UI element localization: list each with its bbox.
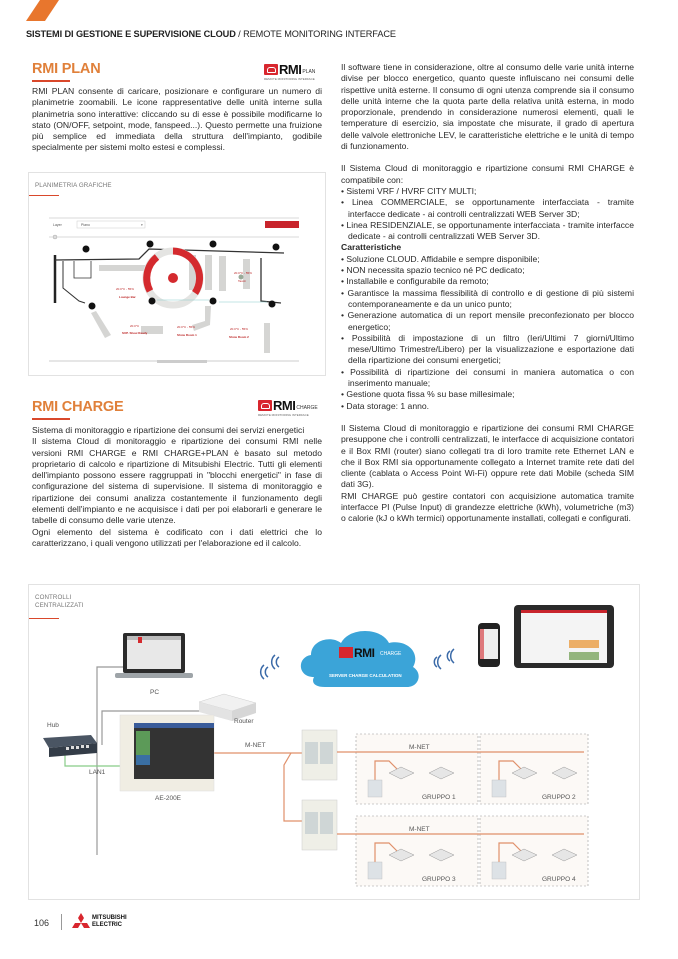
- logo-suffix: CHARGE: [296, 405, 318, 411]
- smartphone: [478, 623, 500, 667]
- svg-text:20.0°C - 55%: 20.0°C - 55%: [116, 287, 134, 291]
- group-label: GRUPPO 2: [542, 794, 576, 801]
- compat-item: • Linea RESIDENZIALE, se opportunamente interfacciata - tramite interfacce dedicate - ai controlli centralizzati WEB Server 3D.: [341, 220, 634, 243]
- floorplan-image: [29, 173, 325, 375]
- right-column: [341, 62, 634, 525]
- features-title: Caratteristiche: [341, 242, 402, 253]
- feature-item: • Gestione quota fissa % su base millesimale;: [341, 389, 634, 400]
- cloud-brand: RMI: [354, 646, 375, 660]
- compat-item: • Sistemi VRF / HVRF CITY MULTI;: [341, 186, 634, 197]
- page-number: 106: [34, 918, 50, 928]
- logo-brand: RMI: [279, 62, 302, 77]
- compat-list: [341, 186, 634, 242]
- hub-label: Hub: [47, 722, 59, 729]
- header-title-rest: / REMOTE MONITORING INTERFACE: [235, 29, 396, 39]
- svg-text:Show Room 1: Show Room 1: [177, 333, 197, 337]
- tablet: [514, 605, 614, 668]
- rmi-charge-logo: [258, 398, 318, 417]
- rmi-charge-paragraph: Ogni elemento del sistema è codificato con i dati elettrici che lo caratterizzano, i quali vengono utilizzati per l'elaborazione ed il calcolo.: [32, 526, 322, 548]
- feature-item: • Possibilità di impostazione di un filtro (Ieri/Ultimi 7 giorni/Ultimo mese/Ultimo Trimestre/Libero) per la visualizzazione e esportazione dati della ripartizione dei consumi energetici;: [341, 333, 634, 367]
- svg-text:Piano: Piano: [81, 223, 90, 227]
- brand-line: MITSUBISHI: [92, 915, 127, 921]
- mnet-group-bottom-label: M-NET: [409, 826, 430, 833]
- logo-suffix: PLAN: [302, 69, 316, 75]
- hub-device: [43, 735, 97, 757]
- mitsubishi-logo-icon: [71, 913, 91, 936]
- brand-line: ELECTRIC: [92, 921, 122, 928]
- group-label: GRUPPO 1: [422, 794, 456, 801]
- ae-200e-controller: [120, 715, 214, 791]
- group-label: GRUPPO 4: [542, 876, 576, 883]
- floorplan-panel: [28, 172, 326, 376]
- rmi-plan-body: RMI PLAN consente di caricare, posizionare e configurare un numero di planimetrie zoomabili. Le icone rappresentative delle unità interne sulla planimetria sono interattive: cliccando su di esse è possibile modificarne lo stato (ON/OFF, setpoint, mode, fanspeed...). Questo permette una fruizione più semplice ed immediata della struttura dell'impianto, godibile specialmente per sistemi molto estesi e complessi.: [32, 86, 322, 153]
- panel-label-line: CONTROLLI: [35, 594, 72, 601]
- feature-item: • Generazione automatica di un report mensile preconfezionato per blocco energetico;: [341, 310, 634, 333]
- rmi-plan-logo: [264, 62, 316, 81]
- group-label: GRUPPO 3: [422, 876, 456, 883]
- rmi-charge-heading: [32, 399, 123, 420]
- svg-text:20.0°C - 55%: 20.0°C - 55%: [230, 327, 248, 331]
- title-underline: [32, 80, 70, 82]
- svg-text:20.0°C - 55%: 20.0°C - 55%: [177, 325, 195, 329]
- rmi-charge-paragraph: Sistema di monitoraggio e ripartizione dei consumi dei servizi energetici: [32, 425, 305, 435]
- svg-text:SUP. Show Ready: SUP. Show Ready: [122, 331, 148, 335]
- compat-item: • Linea COMMERCIALE, se opportunamente interfacciata - tramite interfacce dedicate - ai controlli centralizzati WEB Server 3D;: [341, 197, 634, 220]
- svg-text:Show Room 2: Show Room 2: [229, 335, 249, 339]
- closing-paragraph-2: RMI CHARGE può gestire contatori con acquisizione automatica tramite interfacce PI (Pulse Input) di grandezze elettriche (kWh), volumetriche (m3) o calorie (kJ o kWh termici) opportunamente installati, collegati e configurati.: [341, 490, 634, 524]
- rmi-charge-body: [32, 425, 322, 549]
- cloud-logo-icon: [264, 64, 278, 75]
- panel-label-line: CENTRALIZZATI: [35, 601, 84, 609]
- diagram-graphics: [29, 585, 639, 899]
- svg-text:20.0°C: 20.0°C: [130, 324, 140, 328]
- lan-label: LAN1: [89, 769, 106, 776]
- pc-laptop: [115, 633, 193, 678]
- feature-item: • Installabile e configurabile da remoto;: [341, 276, 634, 287]
- header-title-bold: SISTEMI DI GESTIONE E SUPERVISIONE CLOUD: [26, 29, 236, 39]
- mnet-group-top-label: M-NET: [409, 744, 430, 751]
- feature-item: • NON necessita spazio tecnico né PC dedicato;: [341, 265, 634, 276]
- software-intro: Il software tiene in considerazione, oltre al consumo delle varie unità interne divise per blocco energetico, quanto queste influiscano nei consumi delle rispettive unità esterne. Il consumo di ogni utenza comprende sia il consumo delle unità interne che la quota parte della relativa unità esterna, in modo proporzionale, prendendo in considerazione numerosi elementi, quali le temperature di esercizio, sia impostate che misurate, il grado di apertura delle valvole elettroniche LEV, le caratteristiche elettriche e le unità di tempo di funzionamento.: [341, 62, 634, 152]
- controller-label: AE-200E: [155, 795, 182, 802]
- mnet-main-label: M-NET: [245, 742, 266, 749]
- svg-text:20.0°C - 55%: 20.0°C - 55%: [234, 271, 252, 275]
- logo-tagline: REMOTE MONITORING INTERFACE: [264, 77, 315, 81]
- footer-divider: [61, 914, 62, 930]
- feature-item: • Data storage: 1 anno.: [341, 401, 634, 412]
- rmi-plan-heading: [32, 61, 100, 82]
- page-header: [26, 29, 396, 39]
- mitsubishi-brand: [92, 915, 127, 928]
- features-list: [341, 254, 634, 412]
- feature-item: • Possibilità di ripartizione dei consumi in maniera automatica o con inserimento manuale;: [341, 367, 634, 390]
- architecture-diagram: [28, 584, 640, 900]
- select-label: Layer: [53, 223, 62, 227]
- rmi-charge-paragraph: Il sistema Cloud di monitoraggio e ripartizione dei consumi RMI nelle versioni RMI CHARGE e RMI CHARGE+PLAN è basato sul metodo proprietario di calcolo e ripartizione di Mitsubishi Electric. Tutti gli elementi dell'impianto possono essere raggruppati in "blocchi energetici" in fase di configurazione del sistema di supervisione. Il sistema di monitoraggio e ripartizione dei consumi analizza costantemente il funzionamento degli elementi dell'impianto e ne acquisisce i dati per poi elaborarli e generare le tabelle di consumo delle varie utenze.: [32, 436, 322, 526]
- feature-item: • Garantisce la massima flessibilità di controllo e di gestione di più sistemi contemporaneamente e da un unico punto;: [341, 288, 634, 311]
- router-label: Router: [234, 718, 254, 725]
- rmi-charge-title: RMI CHARGE: [32, 399, 124, 415]
- svg-text:Tavoli: Tavoli: [238, 279, 246, 283]
- cloud-caption: SERVER CHARGE CALCULATION: [329, 673, 402, 678]
- svg-text:Lounge Bar: Lounge Bar: [119, 295, 136, 299]
- floorplan-panel-label: PLANIMETRIA GRAFICHE: [35, 182, 112, 189]
- feature-item: • Soluzione CLOUD. Affidabile e sempre disponibile;: [341, 254, 634, 265]
- closing-paragraph-1: Il Sistema Cloud di monitoraggio e ripartizione dei consumi RMI CHARGE presuppone che i controlli centralizzati, le interfacce di acquisizione contatori e il Box RMI (router) siano collegati tra di loro tramite rete Ethernet LAN e che il Box RMI sia opportunamente collegato a Internet tramite rete dati del cliente (cablata o Access Point Wi-Fi) oppure rete dati Mobile (scheda SIM dati 3G).: [341, 422, 634, 490]
- rmi-plan-title: RMI PLAN: [32, 61, 101, 77]
- svg-text:▾: ▾: [141, 223, 143, 227]
- logo-tagline: REMOTE MONITORING INTERFACE: [258, 413, 309, 417]
- cloud-suffix: CHARGE: [380, 651, 402, 657]
- compat-intro: Il Sistema Cloud di monitoraggio e ripartizione consumi RMI CHARGE è compatibile con:: [341, 163, 634, 185]
- pc-label: PC: [150, 689, 160, 696]
- logo-brand: RMI: [273, 398, 296, 413]
- cloud-logo-icon: [258, 400, 272, 411]
- title-underline: [32, 418, 70, 420]
